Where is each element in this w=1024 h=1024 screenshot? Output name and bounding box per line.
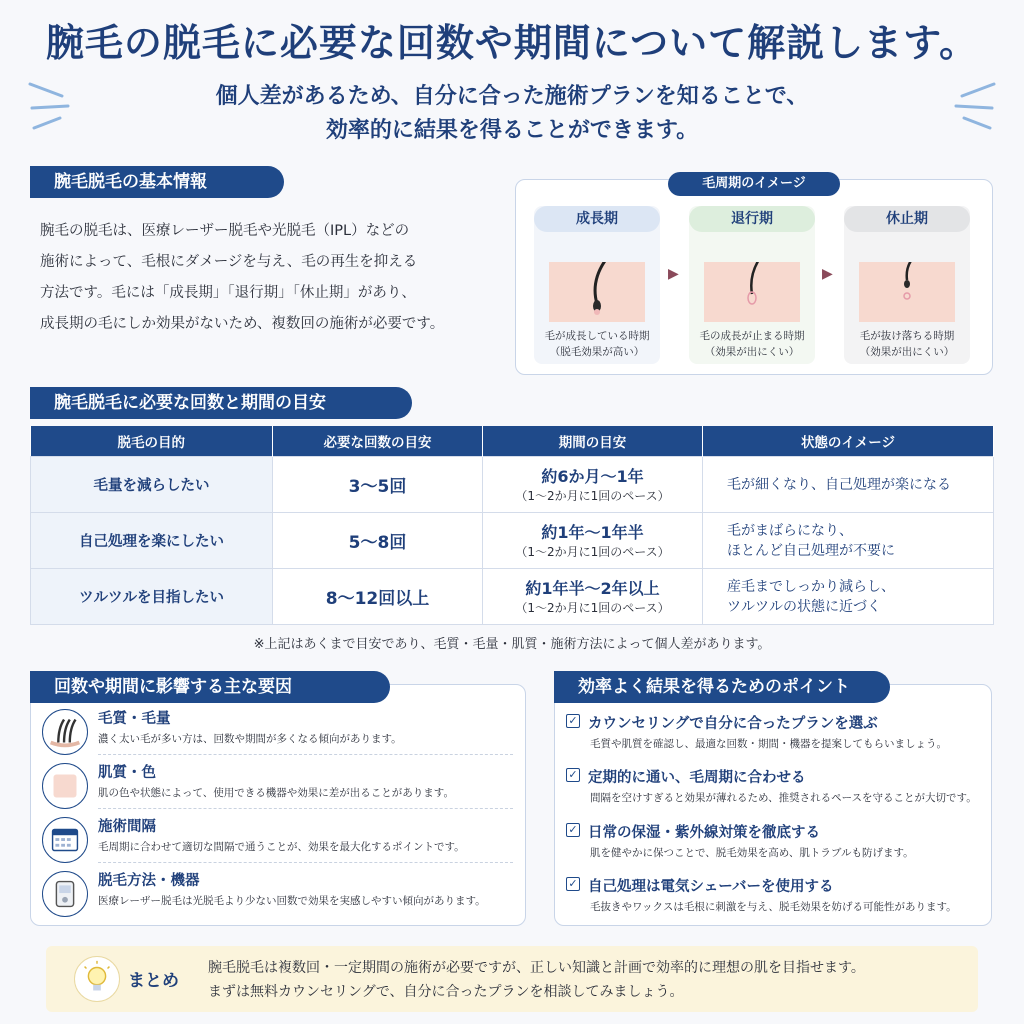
factor-desc: 肌の色や状態によって、使用できる機器や効果に差が出ることがあります。 [98, 787, 454, 799]
point-item [566, 821, 986, 875]
phase-label: 退行期 [689, 206, 815, 232]
count-cell: 5〜8回 [273, 512, 483, 568]
table-header-row [31, 426, 994, 456]
goal-cell: 自己処理を楽にしたい [31, 512, 273, 568]
state-line: 毛が細くなり、自己処理が楽になる [727, 477, 951, 493]
state-cell [703, 456, 994, 512]
factor-item [42, 867, 517, 921]
period-cell [483, 568, 703, 624]
phase-desc-line: 毛が抜け落ちる時期 [859, 330, 955, 342]
summary-box [46, 946, 978, 1012]
checkbox-icon: ✓ [566, 714, 580, 728]
factor-desc: 医療レーザー脱毛は光脱毛より少ない回数で効果を実感しやすい傾向があります。 [98, 895, 486, 907]
resting-hair-icon [859, 262, 955, 322]
points-heading: 効率よく結果を得るためのポイント [554, 671, 890, 703]
pace-value: （1〜2か月に1回のペース） [515, 489, 670, 503]
column-header: 期間の目安 [483, 426, 703, 456]
factor-title: 脱毛方法・機器 [98, 873, 200, 889]
factor-title: 施術間隔 [98, 819, 156, 835]
phase-desc-line: 毛の成長が止まる時期 [699, 330, 805, 342]
period-value: 約1年半〜2年以上 [525, 579, 660, 598]
phase-desc [689, 328, 815, 360]
guide-table [30, 426, 994, 625]
state-cell [703, 512, 994, 568]
checkbox-icon: ✓ [566, 877, 580, 891]
phase-label: 成長期 [534, 206, 660, 232]
page-title: 腕毛の脱毛に必要な回数や期間について解説します。 [45, 21, 979, 65]
point-desc: 毛質や肌質を確認し、最適な回数・期間・機器を提案してもらいましょう。 [590, 738, 947, 750]
basic-info-line: 腕毛の脱毛は、医療レーザー脱毛や光脱毛（IPL）などの [40, 223, 410, 239]
factor-title: 肌質・色 [98, 765, 156, 781]
hair-cycle-title: 毛周期のイメージ [668, 172, 840, 196]
point-title: 定期的に通い、毛周期に合わせる [588, 770, 806, 786]
factors-heading: 回数や期間に影響する主な要因 [30, 671, 390, 703]
factor-item [42, 813, 517, 867]
phase-desc-line: 毛が成長している時期 [544, 330, 650, 342]
period-cell [483, 456, 703, 512]
factor-title: 毛質・毛量 [98, 711, 171, 727]
point-desc: 肌を健やかに保つことで、脱毛効果を高め、肌トラブルも防げます。 [590, 847, 914, 859]
phase-desc-line: （脱毛効果が高い） [549, 346, 645, 358]
goal-cell: 毛量を減らしたい [31, 456, 273, 512]
checkbox-icon: ✓ [566, 823, 580, 837]
divider [98, 754, 513, 755]
subtitle-line-1: 個人差があるため、自分に合った施術プランを知ることで、 [215, 84, 809, 109]
phase-desc-line: （効果が出にくい） [859, 346, 955, 358]
state-line: ツルツルの状態に近づく [727, 599, 881, 615]
count-cell: 3〜5回 [273, 456, 483, 512]
factor-item [42, 759, 517, 813]
basic-info-heading: 腕毛脱毛の基本情報 [30, 166, 284, 198]
state-cell [703, 568, 994, 624]
period-value: 約1年〜1年半 [541, 523, 644, 542]
phase-growth [534, 206, 660, 364]
summary-line: 腕毛脱毛は複数回・一定期間の施術が必要ですが、正しい知識と計画で効率的に理想の肌を目指せます。 [208, 960, 865, 976]
regression-hair-icon [704, 262, 800, 322]
phase-desc-line: （効果が出にくい） [704, 346, 800, 358]
factor-item [42, 705, 517, 759]
point-desc: 毛抜きやワックスは毛根に刺激を与え、脱毛効果を妨げる可能性があります。 [590, 901, 957, 913]
hair-icon [42, 709, 88, 755]
count-cell: 8〜12回以上 [273, 568, 483, 624]
phase-desc [844, 328, 970, 360]
factor-desc: 濃く太い毛が多い方は、回数や期間が多くなる傾向があります。 [98, 733, 402, 745]
column-header: 脱毛の目的 [31, 426, 273, 456]
phase-desc [534, 328, 660, 360]
table-row [31, 512, 994, 568]
arrow-icon: ▶ [822, 266, 833, 282]
point-desc: 間隔を空けすぎると効果が薄れるため、推奨されるペースを守ることが大切です。 [590, 792, 977, 804]
laser-device-icon [42, 871, 88, 917]
table-row [31, 456, 994, 512]
phase-resting [844, 206, 970, 364]
factor-desc: 毛周期に合わせて適切な間隔で通うことが、効果を最大化するポイントです。 [98, 841, 465, 853]
summary-label: まとめ [128, 971, 179, 991]
state-line: 産毛までしっかり減らし、 [727, 579, 895, 595]
arrow-icon: ▶ [668, 266, 679, 282]
goal-cell: ツルツルを目指したい [31, 568, 273, 624]
lightbulb-icon [74, 956, 120, 1002]
column-header: 状態のイメージ [703, 426, 994, 456]
basic-info-line: 方法です。毛には「成長期」「退行期」「休止期」があり、 [40, 285, 416, 301]
point-title: 日常の保湿・紫外線対策を徹底する [588, 825, 820, 841]
basic-info-text [40, 216, 500, 340]
subtitle [0, 80, 1024, 148]
point-title: カウンセリングで自分に合ったプランを選ぶ [588, 716, 878, 732]
point-item [566, 875, 986, 929]
guide-heading: 腕毛脱毛に必要な回数と期間の目安 [30, 387, 412, 419]
state-line: 毛がまばらになり、 [727, 523, 853, 539]
divider [98, 808, 513, 809]
phase-label: 休止期 [844, 206, 970, 232]
pace-value: （1〜2か月に1回のペース） [515, 545, 670, 559]
basic-info-line: 施術によって、毛根にダメージを与え、毛の再生を抑える [40, 254, 418, 270]
point-title: 自己処理は電気シェーバーを使用する [588, 879, 834, 895]
state-line: ほとんど自己処理が不要に [727, 543, 895, 559]
summary-text [208, 956, 865, 1004]
growth-hair-icon [549, 262, 645, 322]
table-row [31, 568, 994, 624]
summary-line: まずは無料カウンセリングで、自分に合ったプランを相談してみましょう。 [208, 984, 684, 1000]
divider [98, 862, 513, 863]
period-cell [483, 512, 703, 568]
calendar-icon [42, 817, 88, 863]
column-header: 必要な回数の目安 [273, 426, 483, 456]
basic-info-line: 成長期の毛にしか効果がないため、複数回の施術が必要です。 [40, 316, 445, 332]
subtitle-line-2: 効率的に結果を得ることができます。 [325, 118, 699, 143]
phase-regression [689, 206, 815, 364]
checkbox-icon: ✓ [566, 768, 580, 782]
point-item [566, 712, 986, 766]
pace-value: （1〜2か月に1回のペース） [515, 601, 670, 615]
table-note: ※上記はあくまで目安であり、毛質・毛量・肌質・施術方法によって個人差があります。 [253, 637, 771, 652]
skin-tone-icon [42, 763, 88, 809]
period-value: 約6か月〜1年 [541, 467, 644, 486]
point-item [566, 766, 986, 820]
